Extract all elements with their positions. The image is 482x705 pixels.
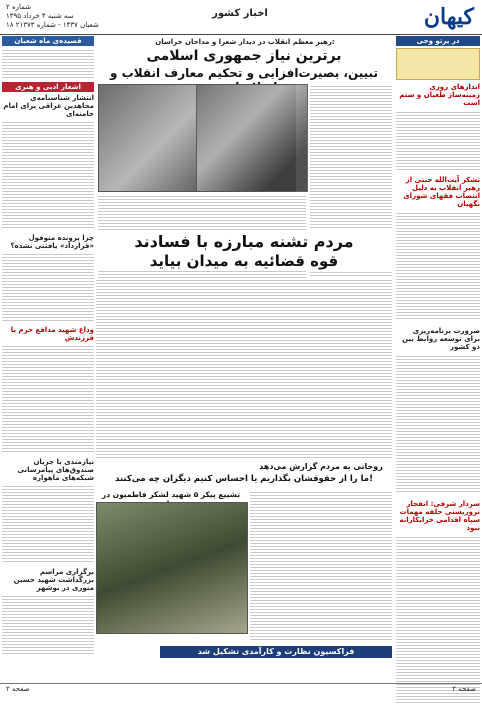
- left-headline-4: وداع شهید مدافع حرم با فرزندش: [10, 326, 94, 342]
- right-headline-1: تشکر آیت‌الله جنتی از رهبر انقلاب به دلیل انتصاب فقهای شورای نگهبان: [403, 176, 480, 208]
- right-box-title: در پرتو وحی: [396, 36, 480, 46]
- banner-line-1: مردم تشنه مبارزه با فسادند: [96, 230, 392, 253]
- quran-emblem: [396, 48, 480, 80]
- quote-text: [396, 110, 480, 170]
- footer-page-left: صفحه ۲: [6, 685, 30, 693]
- right-article-1: [396, 211, 480, 321]
- left-headline-1: اشعار ادبی و هنری: [2, 82, 94, 92]
- funeral-title: تشییع پیکر ۵ شهید لشکر فاطمیون در: [101, 490, 241, 499]
- left-column: [2, 36, 94, 682]
- left-article-5: [2, 594, 94, 654]
- rouhani-kicker: روحانی به مردم گزارش می‌دهد: [259, 462, 383, 471]
- footer-page-right: صفحه ۲: [452, 685, 476, 693]
- left-box-title: قصیده‌ی ماه شعبان: [2, 36, 94, 46]
- right-column: [396, 36, 480, 682]
- issue-info: [6, 3, 99, 30]
- lead-title-1: برترین نیاز جمهوری اسلامی: [146, 48, 342, 64]
- left-article-1: [2, 120, 94, 230]
- lead-photo-leader: [196, 84, 308, 192]
- issue-date: سه شنبه ۴ خرداد ۱۳۹۵: [6, 12, 74, 20]
- left-box-text: [2, 48, 94, 78]
- right-article-3: [396, 535, 480, 705]
- left-headline-5: نیازمندی با جریان صندوق‌های پیامرسانی شبکه‌های ماهواره: [17, 458, 94, 482]
- rouhani-article: [250, 490, 392, 640]
- lead-kicker: رهبر معظم انقلاب در دیدار شعرا و مداحان خراسان:: [155, 38, 335, 46]
- quote-title: اندازهای روزی: [429, 83, 480, 91]
- issue-number: شماره ۲: [6, 3, 32, 11]
- page-footer: [0, 683, 482, 696]
- right-article-2: [396, 354, 480, 494]
- section-title: اخبار کشور: [212, 8, 268, 19]
- banner-line-2: قوه قضائیه به میدان بیاید: [96, 252, 392, 270]
- middle-articles: [96, 278, 392, 458]
- left-headline-3: چرا پرونده منوفول «قرارداد» یافتنی نشده؟: [10, 234, 94, 250]
- rouhani-title: ما را از حقوقشان بگذاریم یا احساس کنیم دیگران چه می‌کنند!: [115, 474, 373, 484]
- right-headline-3: سردار شرقی: انفجار تروریستی حلقه مهمات سپاه اقدامی خرابکارانه نبود: [399, 500, 480, 532]
- left-article-2: [2, 252, 94, 322]
- newspaper-header: [0, 0, 482, 35]
- left-headline-6: برگزاری مراسم بزرگداشت شهید حسین منوری در بوشهر: [13, 568, 94, 592]
- oversight-faction-strip: فراکسیون نظارت و کارآمدی تشکیل شد: [160, 646, 392, 658]
- funeral-photo: [96, 502, 248, 634]
- left-article-3: [2, 344, 94, 454]
- left-headline-2: انتشار شناسنامه‌ی مجاهدین عراقی برای امام خامنه‌ای: [3, 94, 94, 118]
- lead-title-2: تبیین، بصیرت‌افزایی و تحکیم معارف انقلاب و: [110, 66, 378, 80]
- issue-hijri: ۱۸ شعبان ۱۴۳۷ - شماره ۲۱۳۷۳: [6, 21, 99, 29]
- newspaper-logo: کیهان: [423, 4, 474, 30]
- right-headline-2: ضرورت برنامه‌ریزی برای توسعه روابط بین دو کشور: [402, 327, 480, 351]
- left-article-4: [2, 484, 94, 564]
- quote-subtitle: زمینه‌ساز طغیان و ستم است: [399, 91, 480, 107]
